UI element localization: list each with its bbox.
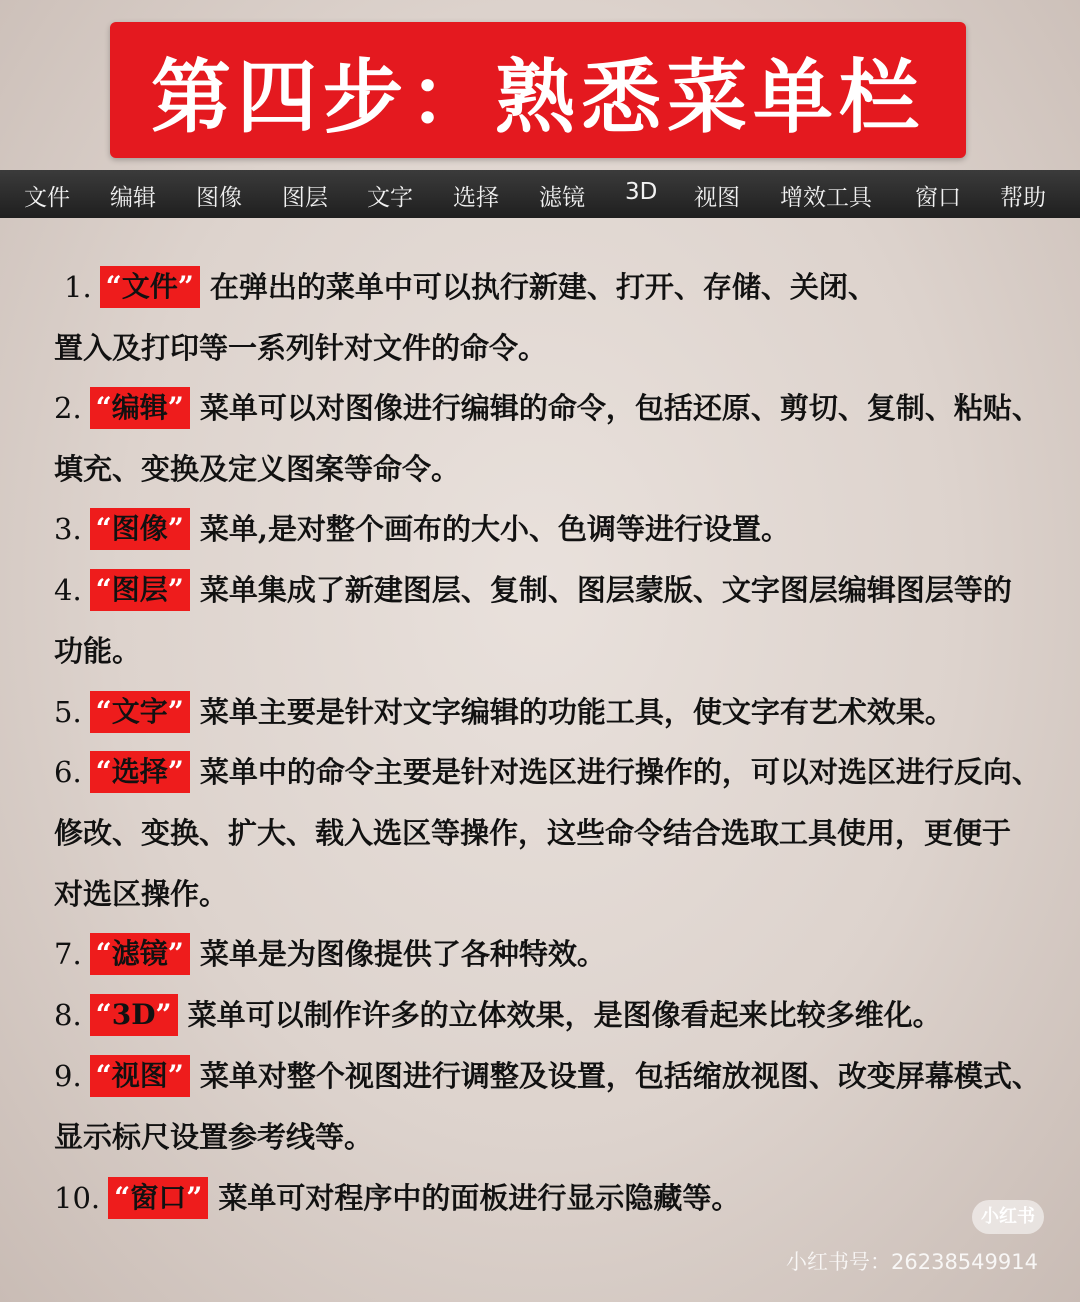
item-number: 3. xyxy=(54,512,82,546)
list-item xyxy=(54,934,606,974)
menu-item-filter[interactable]: 滤镜 xyxy=(539,185,585,211)
list-item xyxy=(54,1178,740,1218)
item-number: 5. xyxy=(54,695,82,729)
item-number: 10. xyxy=(54,1181,101,1215)
list-item xyxy=(54,509,790,549)
list-item xyxy=(54,1056,1041,1096)
menu-tag: “滤镜” xyxy=(90,933,190,975)
menu-tag: “选择” xyxy=(90,751,190,793)
item-text: 菜单集成了新建图层、复制、图层蒙版、文字图层编辑图层等的 xyxy=(199,573,1012,607)
menu-item-3d[interactable]: 3D xyxy=(625,179,658,205)
menu-item-layer[interactable]: 图层 xyxy=(282,185,328,211)
item-text-continued: 显示标尺设置参考线等。 xyxy=(54,1120,374,1154)
item-text-continued: 填充、变换及定义图案等命令。 xyxy=(54,452,461,486)
item-text: 菜单对整个视图进行调整及设置，包括缩放视图、改变屏幕模式、 xyxy=(199,1059,1041,1093)
list-item xyxy=(54,995,942,1035)
menu-tag: “文字” xyxy=(90,691,190,733)
item-number: 8. xyxy=(54,998,82,1032)
list-item xyxy=(54,692,954,732)
menu-item-edit[interactable]: 编辑 xyxy=(110,185,156,211)
menu-item-view[interactable]: 视图 xyxy=(694,185,740,211)
item-text: 在弹出的菜单中可以执行新建、打开、存储、关闭、 xyxy=(209,270,877,304)
menu-tag: “文件” xyxy=(100,266,200,308)
page-title: 第四步：熟悉菜单栏 xyxy=(151,50,925,144)
item-text-continued: 置入及打印等一系列针对文件的命令。 xyxy=(54,331,548,365)
item-number: 6. xyxy=(54,755,82,789)
menu-item-file[interactable]: 文件 xyxy=(24,185,70,211)
item-text-continued: 修改、变换、扩大、载入选区等操作，这些命令结合选取工具使用，更便于 xyxy=(54,816,1012,850)
menu-item-help[interactable]: 帮助 xyxy=(1000,185,1046,211)
watermark-logo: 小红书 xyxy=(972,1200,1044,1234)
menu-tag: “视图” xyxy=(90,1055,190,1097)
menu-tag: “图层” xyxy=(90,569,190,611)
item-number: 1. xyxy=(64,270,92,304)
menu-item-select[interactable]: 选择 xyxy=(453,185,499,211)
menu-item-image[interactable]: 图像 xyxy=(196,185,242,211)
list-item xyxy=(54,570,1012,610)
menu-item-plugins[interactable]: 增效工具 xyxy=(780,185,872,211)
watermark-id: 小红书号：26238549914 xyxy=(786,1250,1038,1274)
menu-item-window[interactable]: 窗口 xyxy=(915,185,961,211)
item-text: 菜单是为图像提供了各种特效。 xyxy=(199,937,606,971)
menu-item-type[interactable]: 文字 xyxy=(367,185,413,211)
item-number: 9. xyxy=(54,1059,82,1093)
item-number: 4. xyxy=(54,573,82,607)
menu-tag: “编辑” xyxy=(90,387,190,429)
item-number: 7. xyxy=(54,937,82,971)
item-text: 菜单可以制作许多的立体效果，是图像看起来比较多维化。 xyxy=(187,998,942,1032)
item-text: 菜单主要是针对文字编辑的功能工具，使文字有艺术效果。 xyxy=(199,695,954,729)
item-text: 菜单中的命令主要是针对选区进行操作的，可以对选区进行反向、 xyxy=(199,755,1041,789)
item-text-continued: 功能。 xyxy=(54,634,142,668)
item-text: 菜单可对程序中的面板进行显示隐藏等。 xyxy=(218,1181,741,1215)
menu-tag: “图像” xyxy=(90,508,190,550)
item-number: 2. xyxy=(54,391,82,425)
menu-tag: “3D” xyxy=(90,994,178,1036)
item-text-continued: 对选区操作。 xyxy=(54,877,229,911)
item-text: 菜单可以对图像进行编辑的命令，包括还原、剪切、复制、粘贴、 xyxy=(199,391,1041,425)
menu-tag: “窗口” xyxy=(108,1177,208,1219)
list-item xyxy=(64,267,877,307)
list-item xyxy=(54,752,1041,792)
item-text: 菜单,是对整个画布的大小、色调等进行设置。 xyxy=(199,512,791,546)
list-item xyxy=(54,388,1041,428)
